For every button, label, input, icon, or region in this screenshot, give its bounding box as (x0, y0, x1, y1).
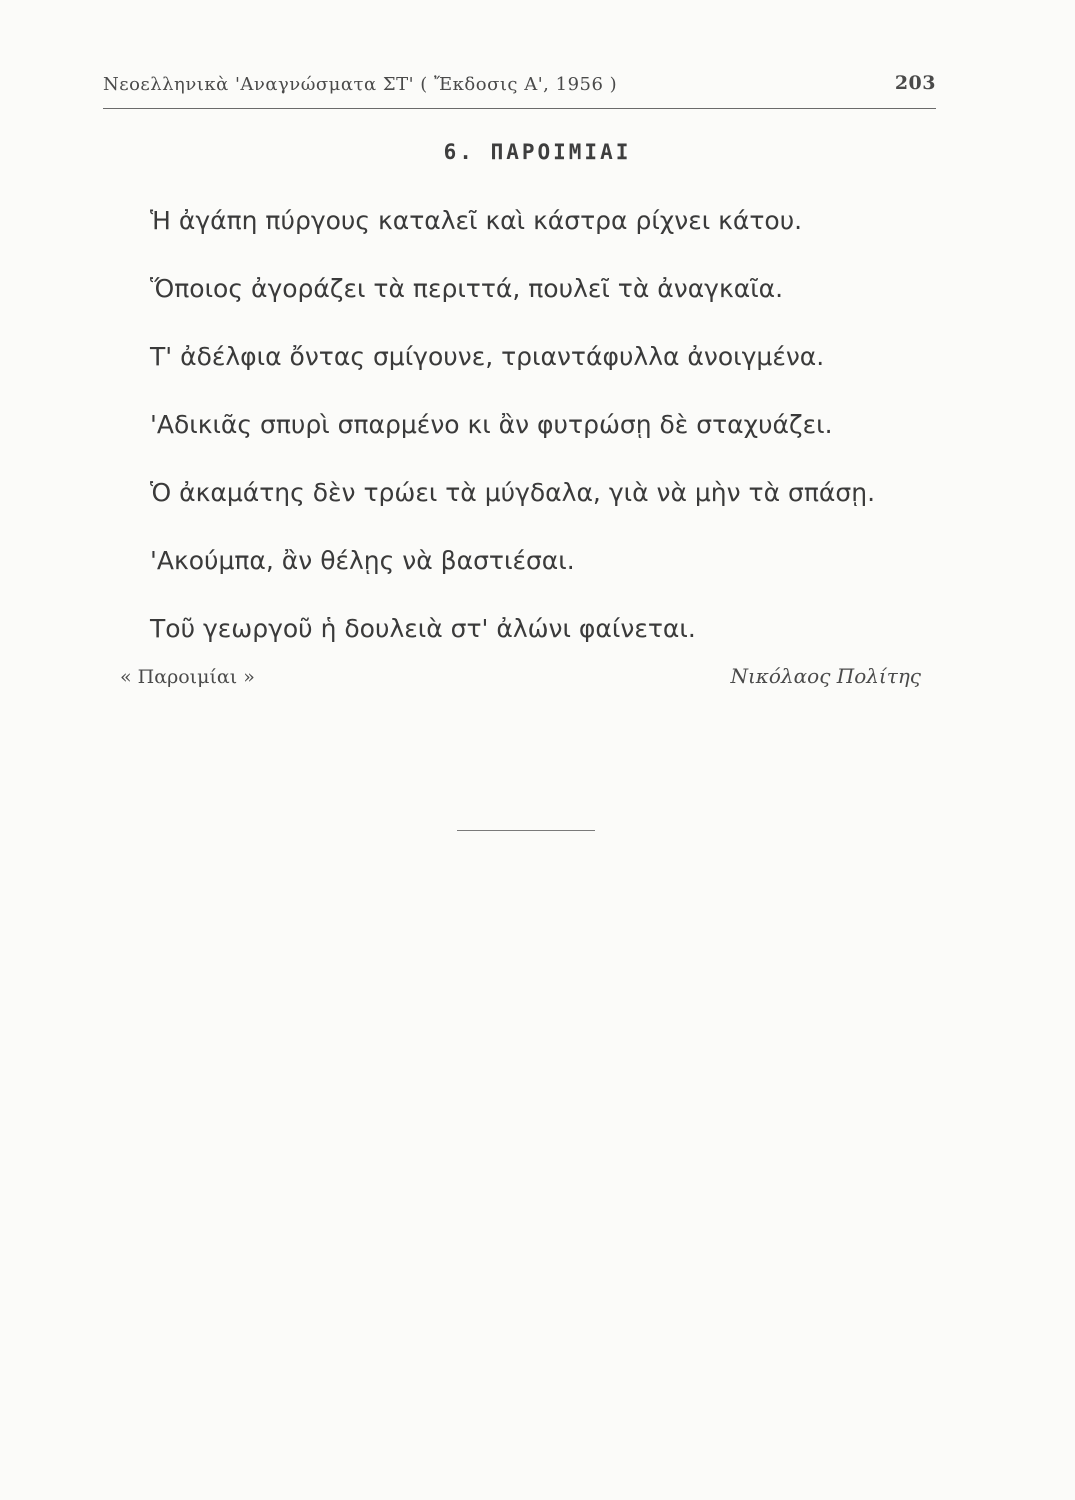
header-rule (103, 108, 936, 109)
proverb-line: Ὁ ἀκαμάτης δὲν τρώει τὰ μύγδαλα, γιὰ νὰ μὴν τὰ σπάσῃ. (150, 478, 876, 507)
section-title: 6. ΠΑΡΟΙΜΙΑΙ (443, 140, 632, 164)
running-title: Νεοελληνικὰ 'Αναγνώσματα ΣΤ' ( Ἔκδοσις Α', 1956 ) (103, 74, 618, 95)
end-rule (457, 830, 595, 831)
proverb-list (150, 196, 950, 672)
proverb-line: 'Ακούμπα, ἂν θέλῃς νὰ βαστιέσαι. (150, 546, 575, 575)
author-name: Νικόλαος Πολίτης (730, 664, 921, 688)
proverb-line: 'Αδικιᾶς σπυρὶ σπαρμένο κι ἂν φυτρώσῃ δὲ σταχυάζει. (150, 410, 833, 439)
proverb-line: Τοῦ γεωργοῦ ἡ δουλειὰ στ' ἀλώνι φαίνεται. (150, 614, 696, 643)
proverb-line: Τ' ἀδέλφια ὄντας σμίγουνε, τριαντάφυλλα ἀνοιγμένα. (150, 342, 825, 371)
source-citation: « Παροιμίαι » (120, 666, 255, 688)
proverb-line: Ἡ ἀγάπη πύργους καταλεῖ καὶ κάστρα ρίχνει κάτου. (150, 206, 803, 235)
page-number: 203 (894, 72, 936, 94)
proverb-line: Ὅποιος ἀγοράζει τὰ περιττά, πουλεῖ τὰ ἀναγκαῖα. (150, 274, 784, 303)
running-head (103, 74, 936, 100)
